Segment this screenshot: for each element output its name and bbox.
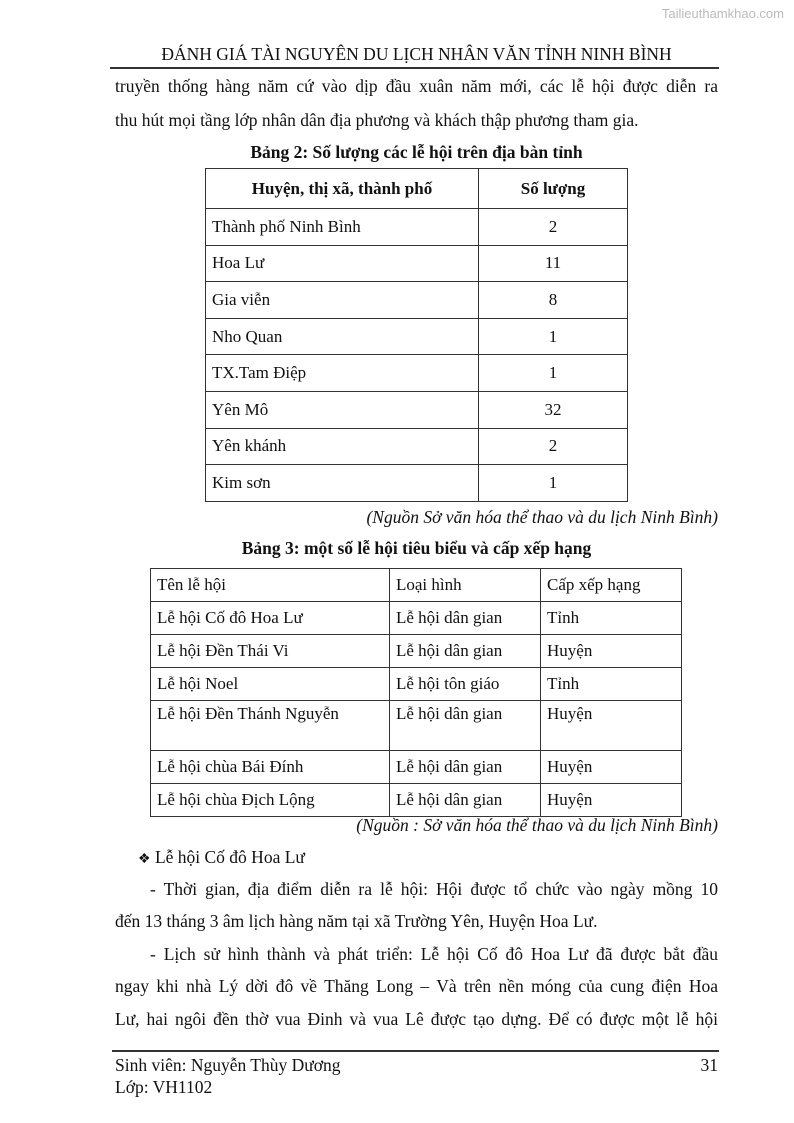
paragraph-line: ngay khi nhà Lý dời đô về Thăng Long – Và trên nền móng của cung điện Hoa <box>115 976 718 996</box>
cell: Yên khánh <box>206 428 479 465</box>
table-row <box>151 668 682 701</box>
cell: Kim sơn <box>206 465 479 502</box>
cell: Hoa Lư <box>206 245 479 282</box>
cell: Lễ hội chùa Bái Đính <box>151 751 390 784</box>
footer-student: Sinh viên: Nguyễn Thùy Dương <box>115 1055 341 1075</box>
table-header: Huyện, thị xã, thành phố <box>206 169 479 209</box>
table3-source: (Nguồn : Sở văn hóa thể thao và du lịch Ninh Bình) <box>356 815 718 835</box>
table-header: Số lượng <box>479 169 628 209</box>
table-row <box>206 318 628 355</box>
cell: Lễ hội tôn giáo <box>390 668 541 701</box>
watermark: Tailieuthamkhao.com <box>661 6 784 21</box>
table2-caption: Bảng 2: Số lượng các lễ hội trên địa bàn tỉnh <box>250 142 583 162</box>
cell: Lễ hội Cố đô Hoa Lư <box>151 602 390 635</box>
paragraph-line: - Lịch sử hình thành và phát triển: Lễ hội Cố đô Hoa Lư đã được bắt đầu <box>150 944 718 964</box>
table-row <box>151 784 682 817</box>
cell: 1 <box>479 355 628 392</box>
table-header: Loại hình <box>390 569 541 602</box>
table-row <box>206 209 628 246</box>
paragraph-line: đến 13 tháng 3 âm lịch hàng năm tại xã Trường Yên, Huyện Hoa Lư. <box>115 911 598 931</box>
table-header-row <box>151 569 682 602</box>
cell: Lễ hội dân gian <box>390 784 541 817</box>
cell: Lễ hội Đền Thánh Nguyễn <box>151 701 390 751</box>
cell: Huyện <box>541 784 682 817</box>
cell: Huyện <box>541 751 682 784</box>
paragraph-line: - Thời gian, địa điểm diễn ra lễ hội: Hội được tổ chức vào ngày mồng 10 <box>150 879 718 899</box>
cell: Thành phố Ninh Bình <box>206 209 479 246</box>
cell: 1 <box>479 465 628 502</box>
cell: Lễ hội Noel <box>151 668 390 701</box>
table-row <box>151 635 682 668</box>
cell: TX.Tam Điệp <box>206 355 479 392</box>
cell: 8 <box>479 282 628 319</box>
table-row <box>151 701 682 751</box>
table-row <box>151 751 682 784</box>
paragraph-line: Lư, hai ngôi đền thờ vua Đinh và vua Lê được tạo dựng. Để có được một lễ hội <box>115 1009 718 1029</box>
footer-rule <box>112 1050 719 1052</box>
diamond-bullet-icon: ❖ <box>138 852 151 867</box>
table-row <box>206 282 628 319</box>
intro-line: thu hút mọi tầng lớp nhân dân địa phương và khách thập phương tham gia. <box>115 110 639 130</box>
cell: Huyện <box>541 701 682 751</box>
cell: Tỉnh <box>541 668 682 701</box>
cell: Nho Quan <box>206 318 479 355</box>
cell: Lễ hội dân gian <box>390 701 541 751</box>
table-header: Cấp xếp hạng <box>541 569 682 602</box>
cell: Lễ hội Đền Thái Vi <box>151 635 390 668</box>
cell: Lễ hội chùa Địch Lộng <box>151 784 390 817</box>
table-row <box>206 465 628 502</box>
table-row <box>206 245 628 282</box>
table-row <box>206 355 628 392</box>
footer-class: Lớp: VH1102 <box>115 1077 213 1097</box>
intro-line: truyền thống hàng năm cứ vào dịp đầu xuân năm mới, các lễ hội được diễn ra <box>115 76 718 96</box>
cell: Yên Mô <box>206 391 479 428</box>
table-row <box>206 428 628 465</box>
cell: Lễ hội dân gian <box>390 635 541 668</box>
table3-caption: Bảng 3: một số lễ hội tiêu biểu và cấp xếp hạng <box>241 538 592 558</box>
running-header: ĐÁNH GIÁ TÀI NGUYÊN DU LỊCH NHÂN VĂN TỈNH NINH BÌNH <box>161 44 672 64</box>
section-heading <box>138 847 305 868</box>
cell: Huyện <box>541 635 682 668</box>
cell: 1 <box>479 318 628 355</box>
header-rule <box>110 67 719 69</box>
table-row <box>206 391 628 428</box>
page-number: 31 <box>700 1055 718 1075</box>
table2-source: (Nguồn Sở văn hóa thể thao và du lịch Ninh Bình) <box>366 507 718 527</box>
cell: 2 <box>479 209 628 246</box>
table2 <box>205 168 628 502</box>
cell: Gia viễn <box>206 282 479 319</box>
cell: Tỉnh <box>541 602 682 635</box>
cell: Lễ hội dân gian <box>390 602 541 635</box>
cell: 2 <box>479 428 628 465</box>
cell: 32 <box>479 391 628 428</box>
table-row <box>151 602 682 635</box>
table-header: Tên lễ hội <box>151 569 390 602</box>
cell: Lễ hội dân gian <box>390 751 541 784</box>
section-title: Lễ hội Cố đô Hoa Lư <box>154 847 305 867</box>
table3 <box>150 568 682 817</box>
cell: 11 <box>479 245 628 282</box>
